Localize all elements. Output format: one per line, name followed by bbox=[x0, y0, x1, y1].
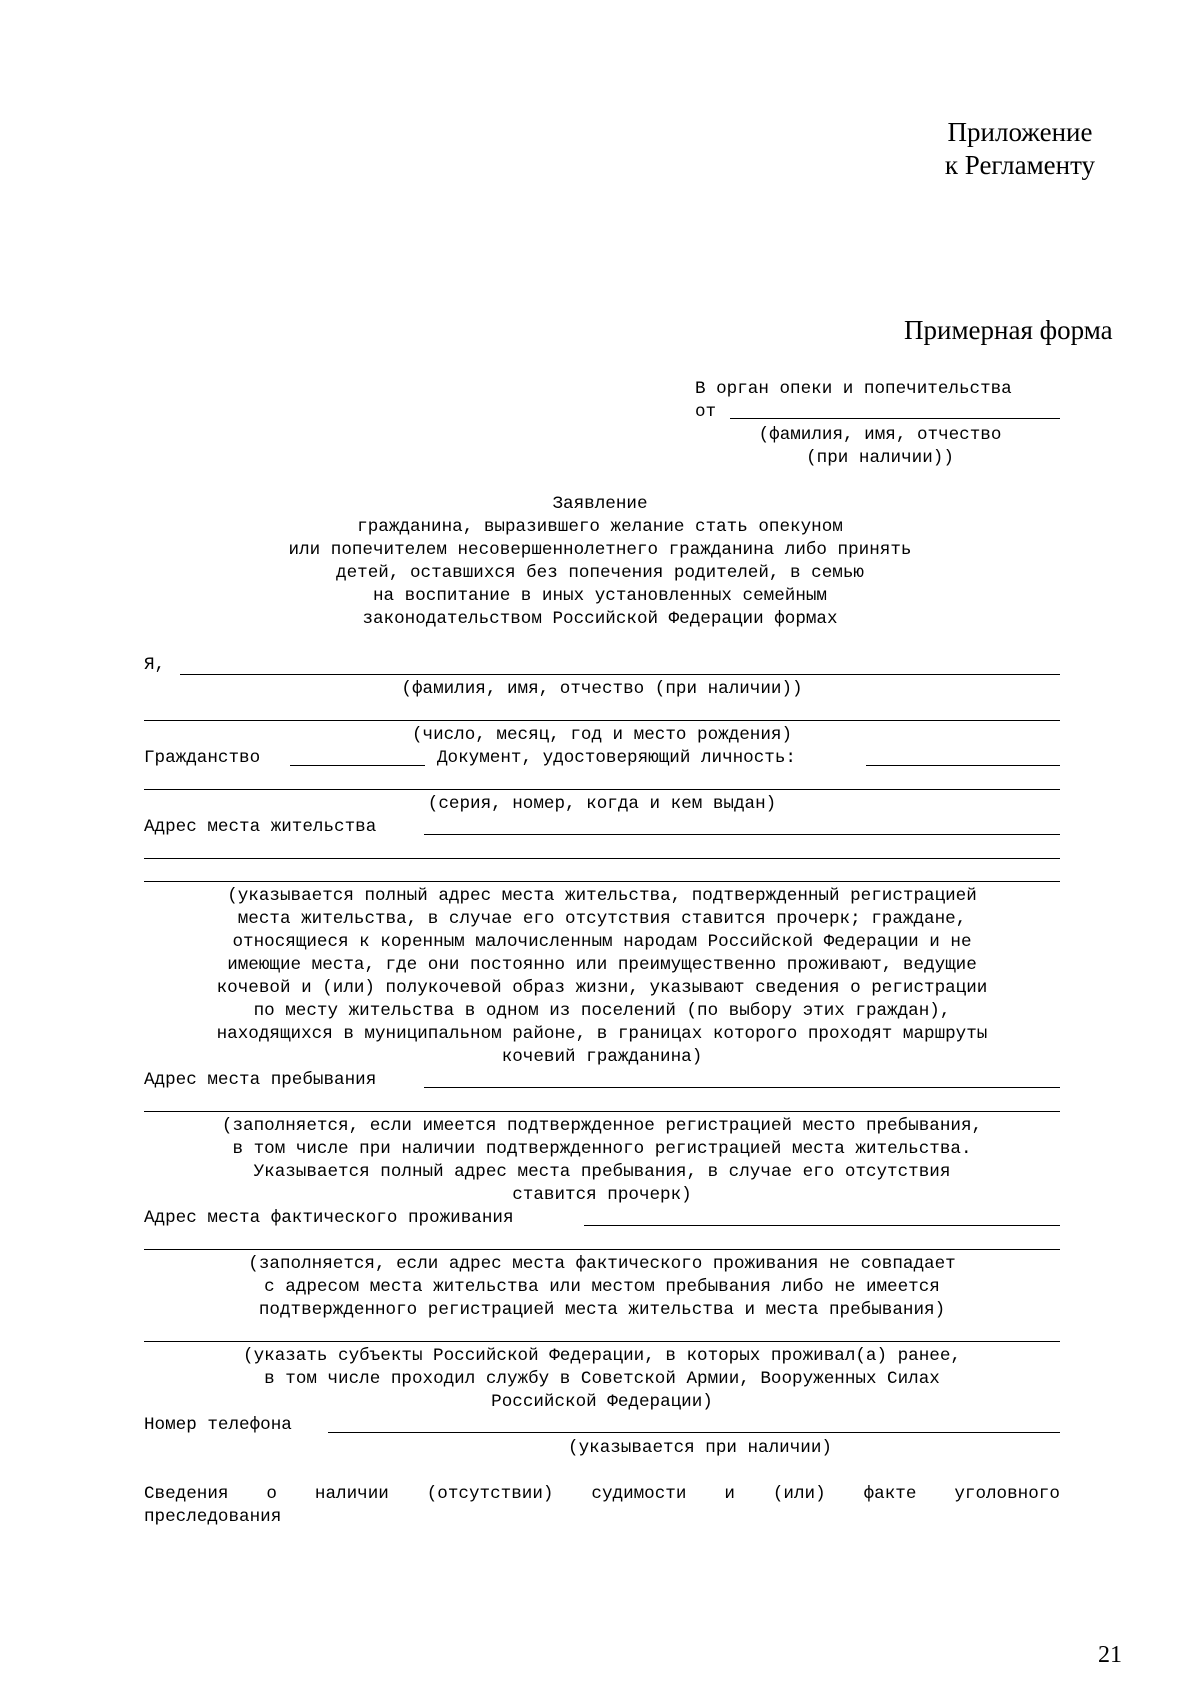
stay-hint-2: в том числе при наличии подтвержденного регистрацией места жительства. bbox=[232, 1139, 972, 1159]
name-line[interactable] bbox=[180, 674, 1060, 675]
criminal-word: уголовного bbox=[954, 1484, 1060, 1504]
criminal-word: о bbox=[266, 1484, 277, 1504]
residence-hint-8: кочевий гражданина) bbox=[501, 1047, 703, 1067]
residence-hint-3: относящиеся к коренным малочисленным народам Российской Федерации и не bbox=[232, 932, 972, 952]
appendix-label: Приложение bbox=[947, 117, 1093, 147]
residence-line-2[interactable] bbox=[144, 858, 1060, 859]
stay-label: Адрес места пребывания bbox=[144, 1070, 377, 1090]
actual-hint-3: подтвержденного регистрацией места жительства и места пребывания) bbox=[258, 1300, 946, 1320]
criminal-record-line bbox=[144, 1483, 1060, 1506]
stay-hint-1: (заполняется, если имеется подтвержденное регистрацией место пребывания, bbox=[221, 1116, 983, 1136]
addressee-hint-2: (при наличии)) bbox=[806, 448, 954, 468]
doc-subtitle-2: или попечителем несовершеннолетнего гражданина либо принять bbox=[288, 540, 912, 560]
residence-hint-6: по месту жительства в одном из поселений (по выбору этих граждан), bbox=[253, 1001, 951, 1021]
addressee-from-label: от bbox=[695, 402, 717, 422]
page-number: 21 bbox=[1098, 1642, 1122, 1668]
birth-line[interactable] bbox=[144, 720, 1060, 721]
criminal-record-line-2: преследования bbox=[144, 1507, 282, 1527]
residence-hint-1: (указывается полный адрес места жительства, подтвержденный регистрацией bbox=[227, 886, 977, 906]
criminal-word: судимости bbox=[591, 1484, 687, 1504]
criminal-word: и bbox=[724, 1484, 735, 1504]
stay-line-1[interactable] bbox=[424, 1087, 1060, 1088]
id-doc-label: Документ, удостоверяющий личность: bbox=[437, 748, 796, 768]
phone-label: Номер телефона bbox=[144, 1415, 292, 1435]
criminal-word: (или) bbox=[772, 1484, 826, 1504]
addressee-to: В орган опеки и попечительства bbox=[695, 379, 1012, 399]
id-doc-line[interactable] bbox=[866, 765, 1060, 766]
actual-hint-1: (заполняется, если адрес места фактического проживания не совпадает bbox=[248, 1254, 956, 1274]
doc-details-line[interactable] bbox=[144, 789, 1060, 790]
doc-subtitle-5: законодательством Российской Федерации формах bbox=[362, 609, 838, 629]
stay-hint-4: ставится прочерк) bbox=[512, 1185, 692, 1205]
residence-hint-7: находящихся в муниципальном районе, в границах которого проходят маршруты bbox=[216, 1024, 988, 1044]
birth-hint: (число, месяц, год и место рождения) bbox=[411, 725, 793, 745]
name-hint: (фамилия, имя, отчество (при наличии)) bbox=[401, 679, 803, 699]
residence-line-1[interactable] bbox=[424, 834, 1060, 835]
form-type-label: Примерная форма bbox=[904, 315, 1113, 345]
criminal-word: наличии bbox=[314, 1484, 389, 1504]
criminal-word: (отсутствии) bbox=[426, 1484, 554, 1504]
addressee-hint-1: (фамилия, имя, отчество bbox=[758, 425, 1002, 445]
doc-title: Заявление bbox=[552, 494, 648, 514]
regions-line[interactable] bbox=[144, 1341, 1060, 1342]
criminal-word: Сведения bbox=[144, 1484, 229, 1504]
citizenship-label: Гражданство bbox=[144, 748, 261, 768]
actual-label: Адрес места фактического проживания bbox=[144, 1208, 514, 1228]
residence-hint-4: имеющие места, где они постоянно или преимущественно проживают, ведущие bbox=[227, 955, 977, 975]
doc-hint: (серия, номер, когда и кем выдан) bbox=[427, 794, 777, 814]
actual-hint-2: с адресом места жительства или местом пребывания либо не имеется bbox=[264, 1277, 940, 1297]
regions-hint-3: Российской Федерации) bbox=[491, 1392, 713, 1412]
residence-hint-2: места жительства, в случае его отсутствия ставится прочерк; граждане, bbox=[237, 909, 967, 929]
residence-hint-5: кочевой и (или) полукочевой образ жизни, указывают сведения о регистрации bbox=[216, 978, 988, 998]
i-label: Я, bbox=[144, 655, 166, 675]
regions-hint-2: в том числе проходил службу в Советской Армии, Вооруженных Силах bbox=[264, 1369, 940, 1389]
phone-hint: (указывается при наличии) bbox=[568, 1438, 832, 1458]
doc-subtitle-4: на воспитание в иных установленных семейным bbox=[373, 586, 827, 606]
actual-line-1[interactable] bbox=[584, 1225, 1060, 1226]
residence-label: Адрес места жительства bbox=[144, 817, 377, 837]
appendix-to-label: к Регламенту bbox=[944, 150, 1096, 180]
residence-line-3[interactable] bbox=[144, 881, 1060, 882]
citizenship-line[interactable] bbox=[290, 765, 425, 766]
regions-hint-1: (указать субъекты Российской Федерации, в которых проживал(а) ранее, bbox=[243, 1346, 961, 1366]
doc-subtitle-3: детей, оставшихся без попечения родителей, в семью bbox=[336, 563, 864, 583]
stay-line-2[interactable] bbox=[144, 1111, 1060, 1112]
criminal-word: факте bbox=[863, 1484, 917, 1504]
stay-hint-3: Указывается полный адрес места пребывания, в случае его отсутствия bbox=[253, 1162, 951, 1182]
doc-subtitle-1: гражданина, выразившего желание стать опекуном bbox=[357, 517, 843, 537]
phone-line[interactable] bbox=[328, 1432, 1060, 1433]
actual-line-2[interactable] bbox=[144, 1249, 1060, 1250]
addressee-from-line[interactable] bbox=[730, 418, 1060, 419]
